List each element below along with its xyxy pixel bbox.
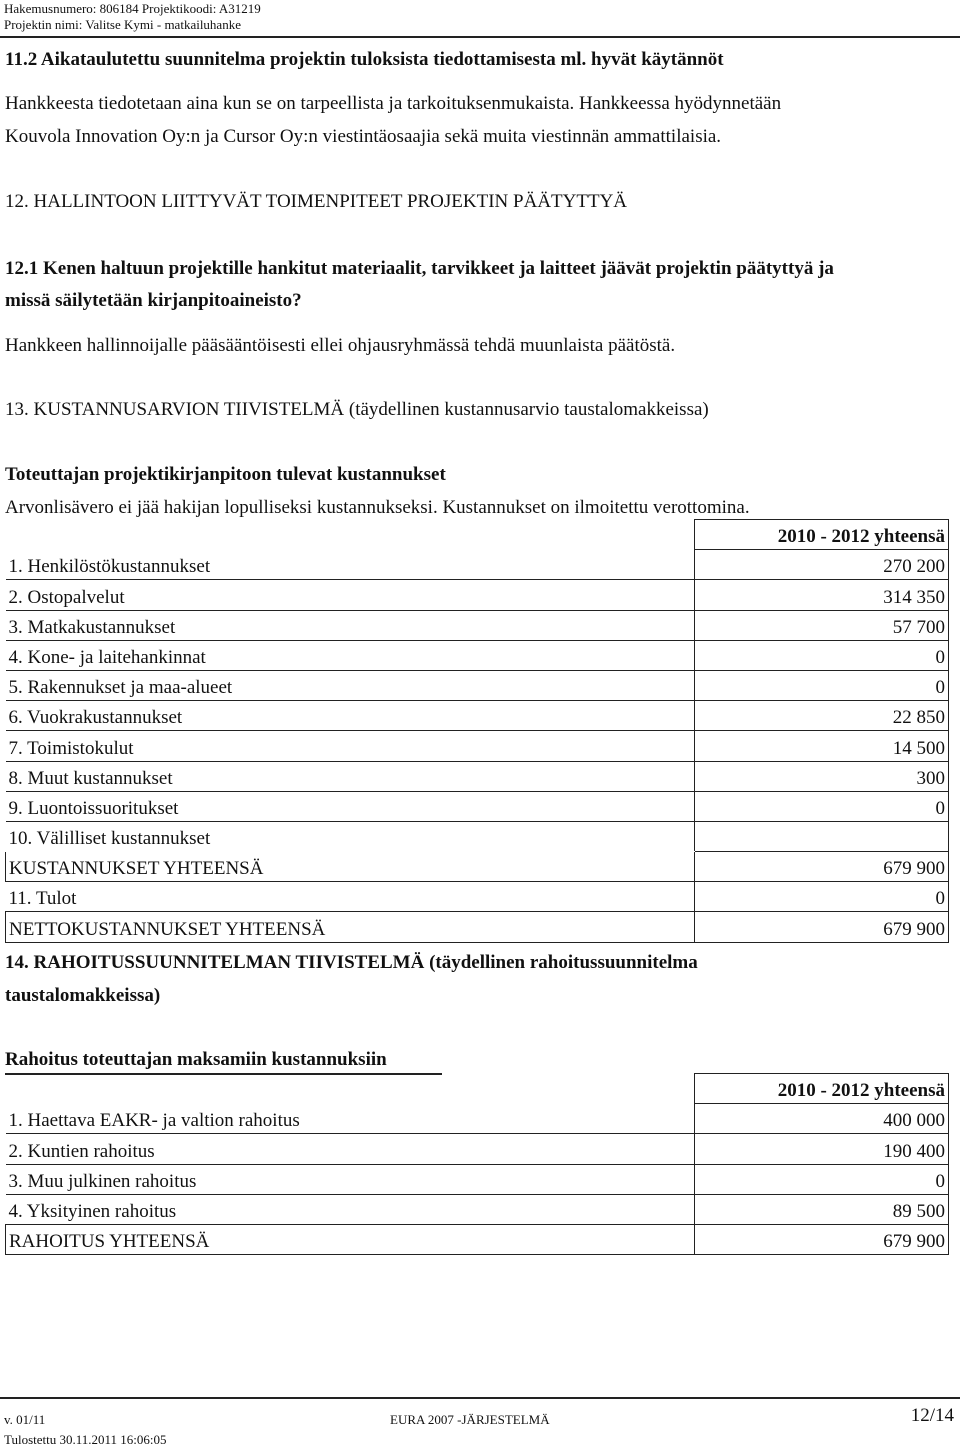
footer-printed-timestamp: Tulostettu 30.11.2011 16:06:05 xyxy=(4,1432,167,1447)
row-value: 22 850 xyxy=(695,701,949,731)
table-row xyxy=(6,761,949,791)
row-value: 400 000 xyxy=(695,1104,949,1134)
table-row xyxy=(6,791,949,821)
footer-rule xyxy=(0,1397,960,1399)
row-label: 5. Rakennukset ja maa-alueet xyxy=(6,670,695,700)
section-12-question-line1: 12.1 Kenen haltuun projektille hankitut materiaalit, tarvikkeet ja laitteet jäävät projektin päätyttyä ja xyxy=(5,258,834,279)
row-label: 4. Yksityinen rahoitus xyxy=(6,1194,695,1224)
row-value: 0 xyxy=(695,670,949,700)
row-label: NETTOKUSTANNUKSET YHTEENSÄ xyxy=(6,912,695,942)
table-total-row xyxy=(6,1224,949,1254)
table-row xyxy=(6,610,949,640)
row-value: 0 xyxy=(695,1164,949,1194)
section-13-note: Arvonlisävero ei jää hakijan lopulliseksi kustannukseksi. Kustannukset on ilmoitettu verottomina. xyxy=(5,497,750,518)
section-14-subtitle: Rahoitus toteuttajan maksamiin kustannuksiin xyxy=(5,1049,387,1070)
table-row xyxy=(6,731,949,761)
table-total-row xyxy=(6,912,949,942)
table-row xyxy=(6,670,949,700)
funding-summary-table xyxy=(5,1073,949,1255)
row-value: 270 200 xyxy=(695,550,949,580)
row-label: 9. Luontoissuoritukset xyxy=(6,791,695,821)
row-value: 190 400 xyxy=(695,1134,949,1164)
table-total-row xyxy=(6,852,949,882)
row-label: 2. Kuntien rahoitus xyxy=(6,1134,695,1164)
cost-summary-table xyxy=(5,519,949,943)
table-row xyxy=(6,701,949,731)
table-row xyxy=(6,882,949,912)
table-row xyxy=(6,580,949,610)
section-11-text-line1: Hankkeesta tiedotetaan aina kun se on tarpeellista ja tarkoituksenmukaista. Hankkeessa hyödynnetään xyxy=(5,93,782,114)
row-value: 0 xyxy=(695,882,949,912)
table-header-row xyxy=(6,520,949,550)
row-label: 11. Tulot xyxy=(6,882,695,912)
row-label: 1. Henkilöstökustannukset xyxy=(6,550,695,580)
section-12-title: 12. HALLINTOON LIITTYVÄT TOIMENPITEET PROJEKTIN PÄÄTYTTYÄ xyxy=(5,191,628,212)
row-label: 7. Toimistokulut xyxy=(6,731,695,761)
row-value: 14 500 xyxy=(695,731,949,761)
table-row xyxy=(6,640,949,670)
row-label: RAHOITUS YHTEENSÄ xyxy=(6,1224,695,1254)
row-value: 89 500 xyxy=(695,1194,949,1224)
section-11-text-line2: Kouvola Innovation Oy:n ja Cursor Oy:n viestintäosaajia sekä muita viestinnän ammattilaisia. xyxy=(5,126,722,147)
row-label: 3. Matkakustannukset xyxy=(6,610,695,640)
header-application-number: Hakemusnumero: 806184 Projektikoodi: A31219 xyxy=(4,1,261,16)
column-header: 2010 - 2012 yhteensä xyxy=(695,520,949,550)
section-12-answer: Hankkeen hallinnoijalle pääsääntöisesti ellei ohjausryhmässä tehdä muunlaista päätöstä. xyxy=(5,335,676,356)
row-value: 0 xyxy=(695,791,949,821)
row-value: 300 xyxy=(695,761,949,791)
footer-page-number: 12/14 xyxy=(910,1405,954,1426)
header-project-name: Projektin nimi: Valitse Kymi - matkailuhanke xyxy=(4,17,241,32)
table-row xyxy=(6,550,949,580)
row-value: 679 900 xyxy=(695,852,949,882)
row-value: 679 900 xyxy=(695,1224,949,1254)
row-value: 679 900 xyxy=(695,912,949,942)
table-row xyxy=(6,1164,949,1194)
table-row xyxy=(6,821,949,851)
row-value: 57 700 xyxy=(695,610,949,640)
column-header: 2010 - 2012 yhteensä xyxy=(695,1074,949,1104)
row-label: 1. Haettava EAKR- ja valtion rahoitus xyxy=(6,1104,695,1134)
section-13-title: 13. KUSTANNUSARVION TIIVISTELMÄ (täydellinen kustannusarvio taustalomakkeissa) xyxy=(5,399,709,420)
section-11-title: 11.2 Aikataulutettu suunnitelma projektin tuloksista tiedottamisesta ml. hyvät käytännöt xyxy=(5,49,724,70)
header-rule xyxy=(0,36,960,38)
table-row xyxy=(6,1194,949,1224)
section-13-subtitle: Toteuttajan projektikirjanpitoon tulevat kustannukset xyxy=(5,464,446,485)
footer-version: v. 01/11 xyxy=(4,1412,46,1427)
row-value: 314 350 xyxy=(695,580,949,610)
table-header-row xyxy=(6,1074,949,1104)
row-label: 8. Muut kustannukset xyxy=(6,761,695,791)
row-label: 3. Muu julkinen rahoitus xyxy=(6,1164,695,1194)
footer-system: EURA 2007 -JÄRJESTELMÄ xyxy=(390,1412,550,1427)
section-14-title-line1: 14. RAHOITUSSUUNNITELMAN TIIVISTELMÄ (täydellinen rahoitussuunnitelma xyxy=(5,952,698,973)
table-row xyxy=(6,1104,949,1134)
row-value: 0 xyxy=(695,640,949,670)
table-row xyxy=(6,1134,949,1164)
section-14-title-line2: taustalomakkeissa) xyxy=(5,985,161,1006)
row-label: 2. Ostopalvelut xyxy=(6,580,695,610)
row-label: 10. Välilliset kustannukset xyxy=(8,828,211,850)
row-label: KUSTANNUKSET YHTEENSÄ xyxy=(6,852,695,882)
row-label: 4. Kone- ja laitehankinnat xyxy=(6,640,695,670)
row-value xyxy=(695,821,949,851)
section-12-question-line2: missä säilytetään kirjanpitoaineisto? xyxy=(5,290,302,311)
row-label: 6. Vuokrakustannukset xyxy=(6,701,695,731)
